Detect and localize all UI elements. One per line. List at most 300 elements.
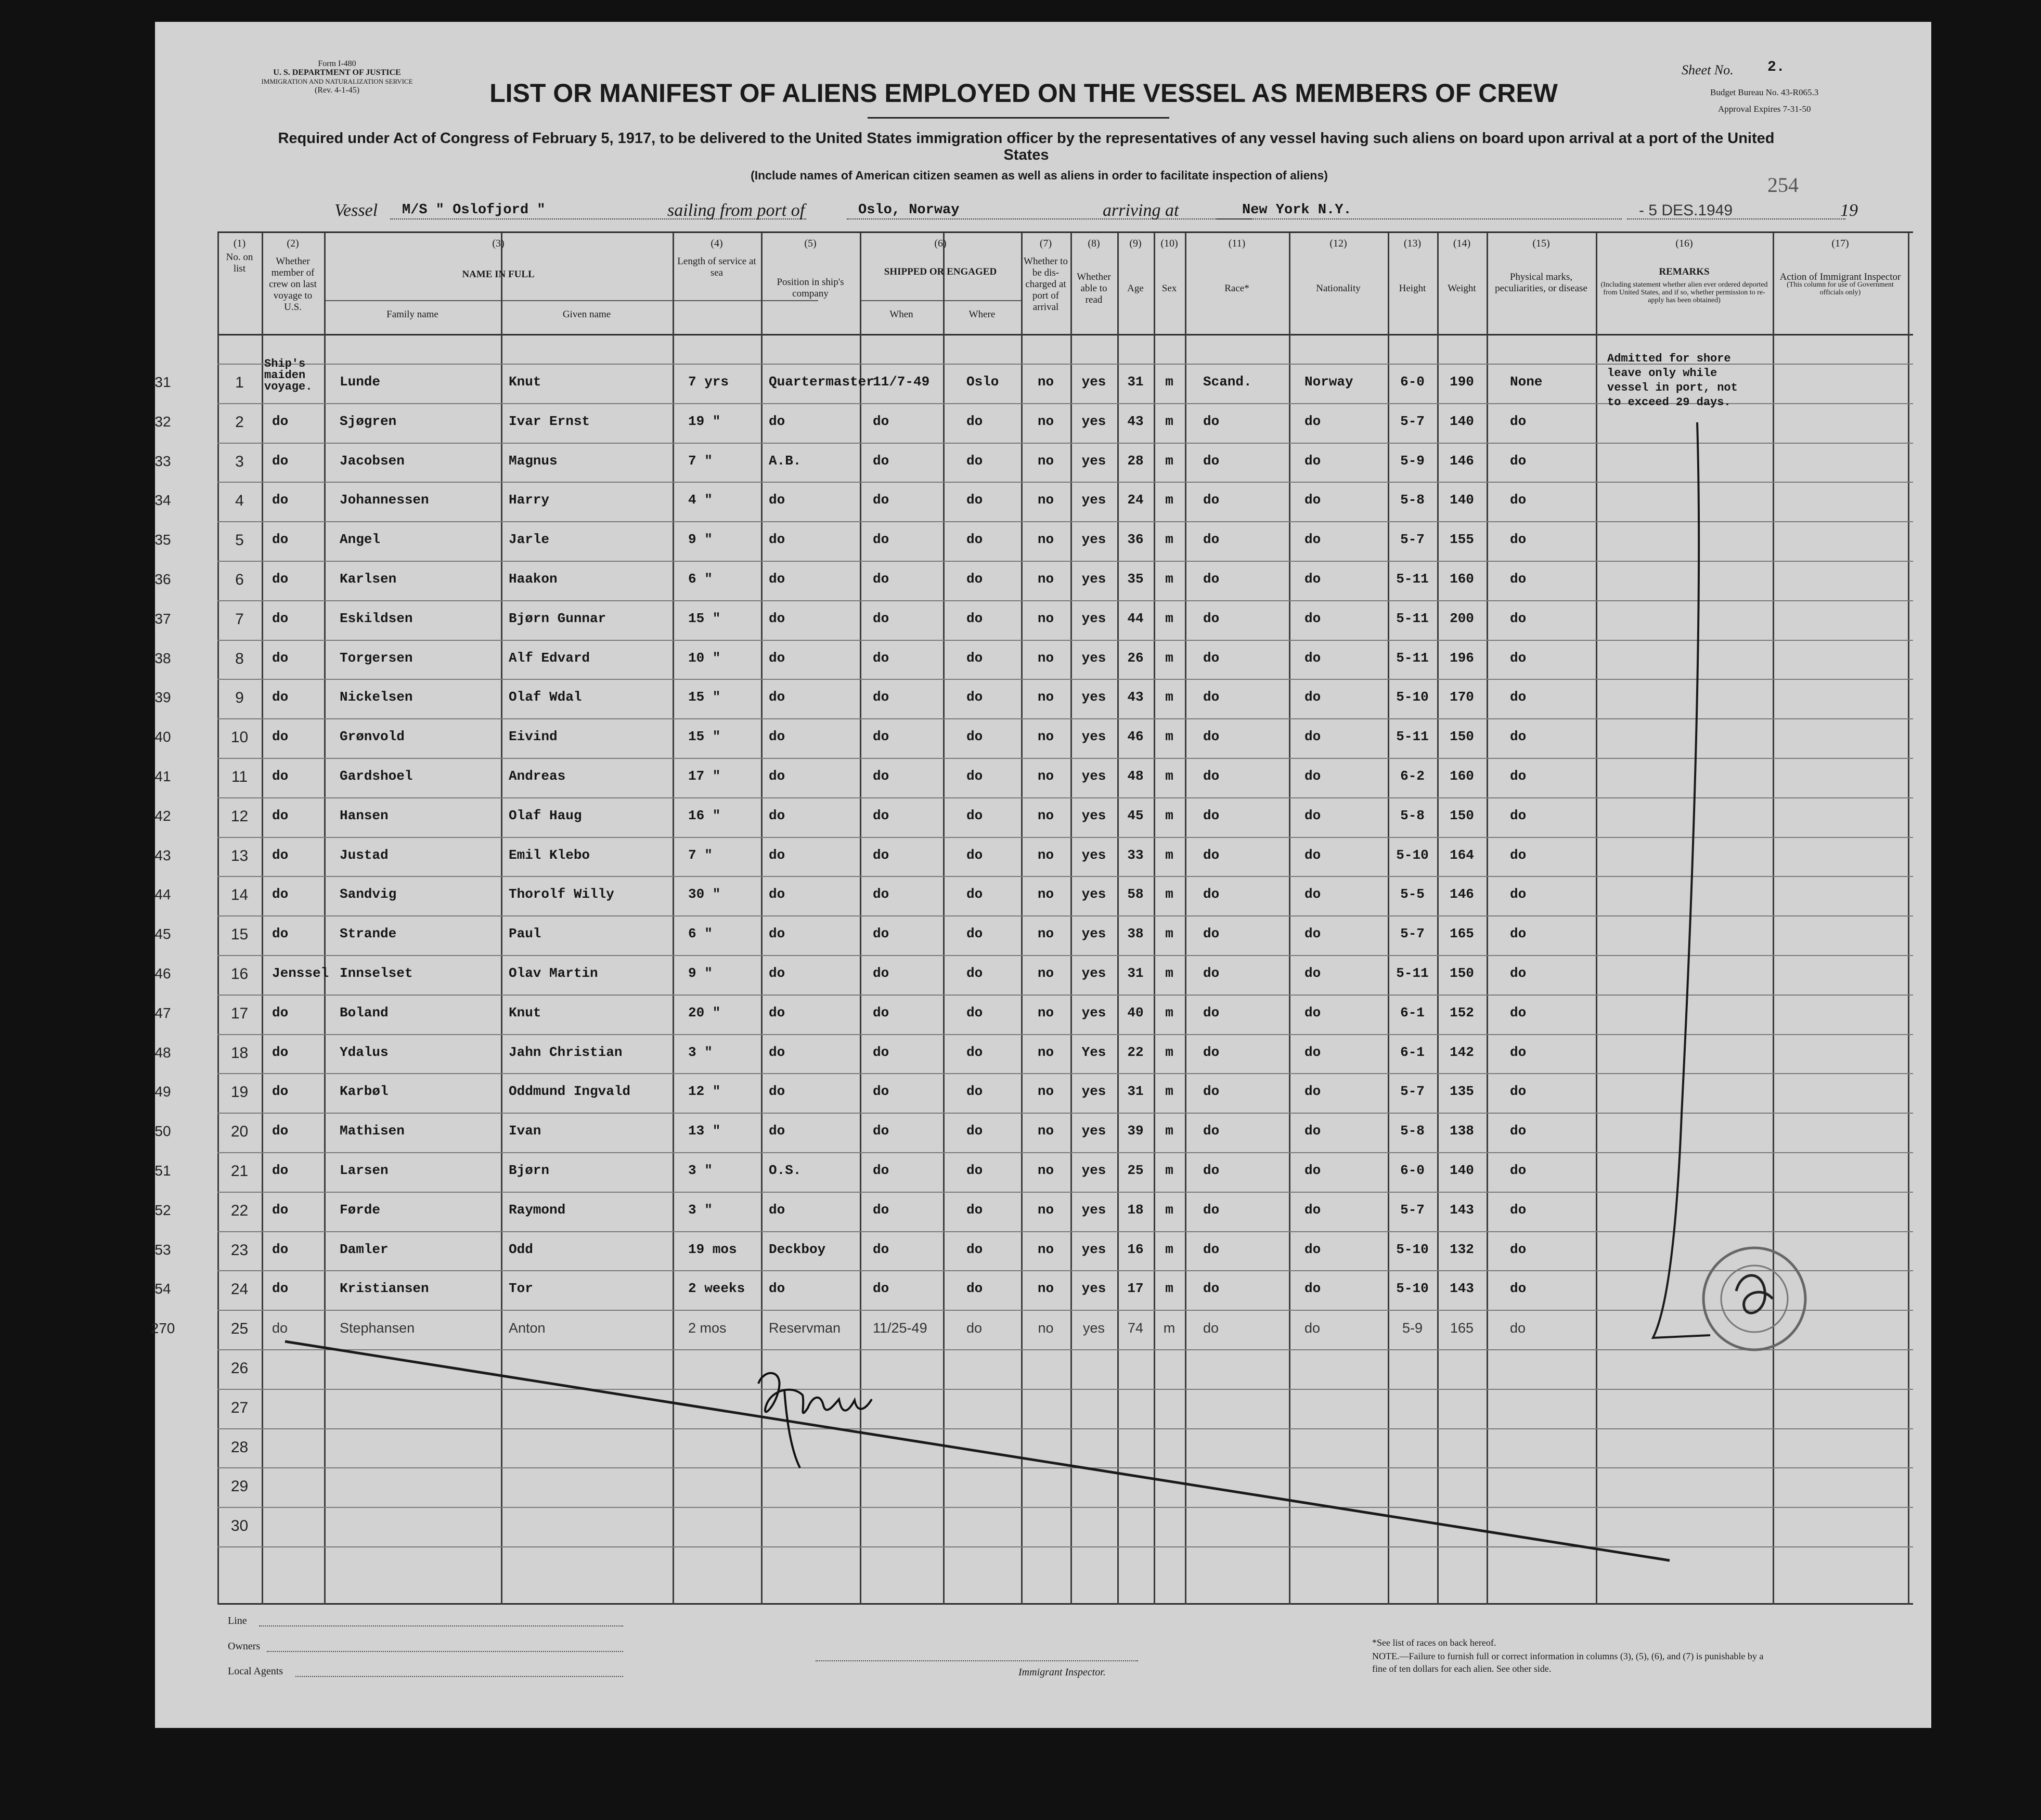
cell-n: 1 [235,374,244,391]
cell-age: 17 [1127,1281,1144,1297]
cell-pos: A.B. [769,453,802,469]
cell-wt: 138 [1450,1123,1474,1139]
cell-c2: do [272,926,289,942]
cell-read: yes [1081,768,1106,784]
cell-ht: 5-7 [1400,1202,1425,1218]
col-number-c15: (15) [1532,238,1550,249]
cell-m: 45 [154,926,171,943]
cell-race: do [1203,689,1220,705]
cell-phys: do [1510,926,1527,942]
cell-nat: do [1304,965,1321,981]
cell-dis: no [1037,413,1054,429]
cell-c2: do [272,1004,289,1021]
col-number-c6: (6) [934,238,947,249]
cell-pos: do [769,886,785,902]
cell-fam: Justad [340,847,389,863]
cell-giv: Oddmund Ingvald [509,1083,631,1100]
cell-sex: m [1165,847,1173,863]
year-label: 19 [1840,201,1858,220]
cell-fam: Sjøgren [340,413,397,429]
cell-c2: do [272,492,289,508]
cell-where: do [966,1241,983,1257]
cell-nat: do [1304,1281,1321,1297]
form-number: Form I-480 [318,59,356,68]
cell-when: 11/25-49 [873,1320,927,1336]
cell-wt: 165 [1450,926,1474,942]
cell-sex: m [1165,413,1173,429]
cell-giv: Odd [509,1241,533,1257]
cell-when: do [873,965,889,981]
cell-dis: no [1037,768,1054,784]
cell-ht: 5-7 [1400,1083,1425,1100]
cell-ht: 5-8 [1400,492,1425,508]
col-header-c4: Length of service at sea [677,256,756,278]
col-header-c1: No. on list [226,252,253,274]
cell-where: do [966,1123,983,1139]
cell-race: do [1203,1241,1220,1257]
cell-svc: 15 " [688,729,721,745]
cell-n: 11 [231,768,248,785]
cell-nat: do [1304,1163,1321,1178]
cell-giv: Ivar Ernst [509,413,590,429]
cell-fam: Karbøl [340,1083,389,1100]
cell-n: 9 [235,689,244,707]
cell-where: do [966,1044,983,1060]
cell-pos: do [769,807,785,823]
cell-sex: m [1165,1083,1173,1100]
cell-age: 31 [1127,965,1144,981]
service: IMMIGRATION AND NATURALIZATION SERVICE [261,78,413,85]
cell-wt: 160 [1450,768,1474,784]
cell-when: do [873,413,889,429]
cell-phys: do [1510,965,1527,981]
cell-giv: Andreas [509,768,566,784]
cell-m: 34 [154,492,171,509]
cell-race: do [1203,1320,1219,1336]
cell-read: yes [1081,1163,1106,1178]
cell-fam: Hansen [340,807,389,823]
cell-svc: 3 " [688,1044,713,1060]
cell-dis: no [1037,729,1054,745]
cell-phys: do [1510,532,1527,548]
col-number-c5: (5) [804,238,817,249]
cell-giv: Magnus [509,453,558,469]
cell-ht: 6-2 [1400,768,1425,784]
cell-pos: do [769,532,785,548]
cell-svc: 3 " [688,1202,713,1218]
cell-wt: 140 [1450,492,1474,508]
cell-pos: Quartermaster [769,374,874,390]
consular-seal [1703,1248,1805,1350]
cell-when: do [873,650,889,666]
cell-c2: do [272,1281,289,1297]
cell-wt: 146 [1450,453,1474,469]
cross-out-line [285,1341,1670,1560]
cell-wt: 200 [1450,610,1474,626]
cell-m: 36 [154,571,171,587]
cell-nat: do [1304,689,1321,705]
cell-phys: do [1510,1123,1527,1139]
cell-m: 47 [154,1004,171,1021]
cell-age: 45 [1127,807,1144,823]
cell-read: yes [1081,1004,1106,1021]
cell-sex: m [1165,1202,1173,1218]
cell-race: do [1203,1123,1220,1139]
cell-read: yes [1081,492,1106,508]
cell-dis: no [1037,1202,1054,1218]
col-subheader-c3b: Given name [562,309,611,320]
cell-sex: m [1165,650,1173,666]
cell-giv: Emil Klebo [509,847,590,863]
cell-m: 49 [154,1083,171,1100]
col-number-c14: (14) [1453,238,1471,249]
manifest-sheet [150,22,1931,1728]
cell-svc: 13 " [688,1123,721,1139]
cell-race: do [1203,729,1220,745]
cell-wt: 146 [1450,886,1474,902]
cell-giv: Bjørn [509,1163,550,1178]
cell-age: 25 [1127,1163,1144,1178]
cell-ht: 5-11 [1396,965,1429,981]
cell-phys: do [1510,1241,1527,1257]
cell-race: do [1203,1044,1220,1060]
cell-where: do [966,729,983,745]
cell-read: yes [1081,847,1106,863]
cell-race: do [1203,532,1220,548]
cell-dis: no [1037,610,1054,626]
cell-where: Oslo [966,374,999,390]
footer-line-label: Line [228,1615,247,1627]
col-number-c16: (16) [1675,238,1693,249]
revision: (Rev. 4-1-45) [314,86,360,95]
cell-n: 25 [230,1320,249,1338]
vessel-name: M/S " Oslofjord " [402,202,546,218]
cell-when: do [873,1241,889,1257]
cell-phys: do [1510,1163,1527,1178]
cell-n: 13 [230,847,249,864]
inspector-label: Immigrant Inspector. [1018,1667,1106,1678]
cell-svc: 9 " [688,965,713,981]
cell-wt: 164 [1450,847,1474,863]
cell-pos: do [769,926,785,942]
cell-wt: 190 [1450,374,1474,390]
approval-expires: Approval Expires 7-31-50 [1718,104,1811,114]
cell-svc: 2 weeks [688,1281,745,1297]
col-note-c17: (This column for use of Government officials only) [1787,281,1894,296]
cell-giv: Olav Martin [509,965,598,981]
cell-wt: 135 [1450,1083,1474,1100]
cell-n: 6 [235,571,244,588]
col-subheader-c6b: Where [968,309,996,320]
col-header-c14: Weight [1448,283,1476,294]
sheet-number: 2. [1767,59,1785,75]
cell-read: yes [1081,1202,1106,1218]
cell-n: 8 [235,650,244,667]
cell-where: do [966,1320,983,1336]
cell-c2: do [272,1123,289,1139]
cell-pos: do [769,492,785,508]
cell-ht: 5-5 [1400,886,1425,902]
cell-wt: 150 [1450,807,1474,823]
cell-pos: do [769,413,785,429]
cell-race: do [1203,768,1220,784]
cell-nat: do [1304,1004,1321,1021]
footer-agents-rule [295,1676,623,1677]
footer-owners-rule [267,1651,623,1652]
cell-dis: no [1037,1004,1054,1021]
cell-c2: do [272,1320,288,1336]
cell-fam: Strande [340,926,397,942]
cell-read: yes [1081,965,1106,981]
cell-svc: 7 yrs [688,374,729,390]
cell-m: 39 [154,689,171,706]
cell-fam: Gardshoel [340,768,413,784]
cell-giv: Harry [509,492,550,508]
cell-race: do [1203,847,1220,863]
cell-age: 31 [1127,374,1144,390]
cell-c2: do [272,532,289,548]
cell-nat: do [1304,1123,1321,1139]
cell-race: do [1203,1202,1220,1218]
cell-race: do [1203,571,1220,587]
cell-nat: do [1304,650,1321,666]
cell-fam: Jacobsen [340,453,405,469]
cell-giv: Jarle [509,532,550,548]
cell-read: yes [1081,532,1106,548]
cell-pos: do [769,1123,785,1139]
cell-svc: 20 " [688,1004,721,1021]
budget-bureau: Budget Bureau No. 43-R065.3 [1710,87,1819,97]
cell-wt: 140 [1450,1163,1474,1178]
col-header-c8: Whether able to read [1077,272,1111,305]
cell-ht: 5-11 [1396,610,1429,626]
col-header-c15: Physical marks, peculiarities, or disease [1495,272,1587,294]
cell-wt: 150 [1450,729,1474,745]
col-number-c1: (1) [233,238,246,249]
cell-where: do [966,886,983,902]
col-number-c11: (11) [1228,238,1246,249]
cell-where: do [966,650,983,666]
cell-n: 5 [235,532,244,549]
cell-read: yes [1081,1083,1106,1100]
cell-phys: do [1510,453,1527,469]
cell-n: 21 [230,1163,249,1180]
handwritten-signature [758,1373,872,1468]
cell-c2: do [272,1241,289,1257]
cell-c2: do [272,847,289,863]
cell-where: do [966,413,983,429]
cell-n: 3 [235,453,244,470]
cell-where: do [966,807,983,823]
cell-where: do [966,847,983,863]
cell-fam: Førde [340,1202,381,1218]
cell-when: do [873,532,889,548]
cell-nat: do [1304,729,1321,745]
cell-svc: 30 " [688,886,721,902]
cell-when: do [873,492,889,508]
cell-when: do [873,1044,889,1060]
remarks-text: Admitted for shore leave only while vessel in port, not to exceed 29 days. [1607,352,1738,409]
cell-age: 35 [1127,571,1144,587]
cell-where: do [966,965,983,981]
cell-nat: do [1304,413,1321,429]
cell-c2: do [272,1044,289,1060]
cell-fam: Kristiansen [340,1281,429,1297]
col-number-c8: (8) [1088,238,1100,249]
cell-read: yes [1081,453,1106,469]
cell-race: do [1203,926,1220,942]
cell-dis: no [1037,1241,1054,1257]
annotation-layer [155,22,1931,1728]
cell-pos: do [769,965,785,981]
cell-giv: Eivind [509,729,558,745]
arriving-label: arriving at [1103,201,1179,220]
cell-fam: Lunde [340,374,381,390]
cell-dis: no [1037,532,1054,548]
cell-phys: do [1510,1320,1526,1336]
cell-nat: do [1304,1044,1321,1060]
cell-sex: m [1165,1123,1173,1139]
cell-dis: no [1037,689,1054,705]
col-number-c9: (9) [1129,238,1142,249]
cell-m: 270 [150,1320,175,1337]
cell-m: 43 [154,847,171,863]
cell-pos: do [769,847,785,863]
cell-dis: no [1037,1281,1054,1297]
cell-n: 27 [230,1399,249,1416]
cell-nat: do [1304,1320,1321,1336]
cell-nat: do [1304,571,1321,587]
cell-pos: do [769,1004,785,1021]
cell-nat: do [1304,847,1321,863]
cell-when: do [873,1163,889,1178]
col-number-c10: (10) [1160,238,1178,249]
cell-pos: do [769,689,785,705]
cell-pos: do [769,650,785,666]
col-header-c16: REMARKS [1659,266,1710,277]
col-header-c6: SHIPPED OR ENGAGED [884,266,997,277]
cell-when: do [873,1281,889,1297]
cell-sex: m [1165,532,1173,548]
cell-race: do [1203,492,1220,508]
cell-m: 44 [154,886,171,903]
cell-when: do [873,1004,889,1021]
col-number-c13: (13) [1403,238,1422,249]
cell-phys: do [1510,492,1527,508]
cell-when: do [873,847,889,863]
cell-ht: 5-11 [1396,571,1429,587]
cell-read: yes [1081,689,1106,705]
cell-ht: 5-8 [1400,807,1425,823]
cell-wt: 152 [1450,1004,1474,1021]
cell-ht: 5-10 [1396,1281,1429,1297]
cell-when: do [873,453,889,469]
cell-when: do [873,886,889,902]
cell-age: 22 [1127,1044,1144,1060]
cell-read: yes [1081,1123,1106,1139]
cell-svc: 19 " [688,413,721,429]
cell-race: do [1203,650,1220,666]
cell-fam: Johannessen [340,492,429,508]
col-number-c2: (2) [287,238,299,249]
include-note: (Include names of American citizen seamen as well as aliens in order to facilitate inspection of aliens) [751,169,1328,182]
penalty-note: NOTE.—Failure to furnish full or correct information in columns (3), (5), (6), and (7) is punishable by a fine of ten dollars for each alien. See other side. [1372,1651,1764,1674]
col-number-c3: (3) [492,238,505,249]
page-title: LIST OR MANIFEST OF ALIENS EMPLOYED ON THE VESSEL AS MEMBERS OF CREW [489,79,1558,108]
cell-dis: no [1037,571,1054,587]
cell-nat: do [1304,886,1321,902]
cell-fam: Larsen [340,1163,389,1178]
cell-m: 33 [154,453,171,469]
cell-read: yes [1081,610,1106,626]
cell-pos: do [769,610,785,626]
cell-age: 58 [1127,886,1144,902]
cell-read: Yes [1081,1044,1106,1060]
cell-wt: 165 [1450,1320,1474,1336]
cell-n: 30 [230,1517,249,1535]
cell-age: 16 [1127,1241,1144,1257]
footer-agents-label: Local Agents [228,1666,283,1677]
cell-m: 52 [154,1202,171,1218]
sheet-label: Sheet No. [1682,62,1734,78]
cell-where: do [966,926,983,942]
cell-race: do [1203,886,1220,902]
cell-c2: do [272,1163,289,1178]
cell-where: do [966,1202,983,1218]
cell-read: yes [1081,926,1106,942]
cell-n: 22 [230,1202,249,1219]
cell-phys: do [1510,1004,1527,1021]
vessel-label: Vessel [334,201,378,220]
cell-pos: Reservman [769,1320,841,1336]
cell-svc: 12 " [688,1083,721,1100]
cell-read: yes [1081,729,1106,745]
col-header-c9: Age [1127,283,1144,294]
cell-m: 51 [154,1163,171,1179]
cell-nat: do [1304,453,1321,469]
col-subheader-c6a: When [889,309,913,320]
cell-where: do [966,1163,983,1178]
cell-phys: do [1510,571,1527,587]
cell-age: 44 [1127,610,1144,626]
arrival-date: - 5 DES.1949 [1639,202,1733,219]
cell-phys: do [1510,886,1527,902]
cell-m: 40 [154,729,171,745]
cell-fam: Nickelsen [340,689,413,705]
cell-c2: do [272,729,289,745]
cell-race: do [1203,1281,1220,1297]
cell-n: 7 [235,610,244,628]
cell-read: yes [1081,374,1106,390]
cell-svc: 15 " [688,610,721,626]
remarks-ditto-line [1653,422,1710,1338]
cell-phys: do [1510,729,1527,745]
cell-race: do [1203,1004,1220,1021]
cell-dis: no [1037,453,1054,469]
footer-line-rule [259,1625,623,1627]
cell-fam: Ydalus [340,1044,389,1060]
cell-pos: do [769,1202,785,1218]
cell-when: do [873,1202,889,1218]
cell-svc: 19 mos [688,1241,737,1257]
cell-giv: Bjørn Gunnar [509,610,606,626]
cell-nat: do [1304,1202,1321,1218]
cell-wt: 155 [1450,532,1474,548]
cell-m: 50 [154,1123,171,1140]
cell-fam: Mathisen [340,1123,405,1139]
cell-ht: 5-11 [1396,650,1429,666]
cell-fam: Angel [340,532,381,548]
